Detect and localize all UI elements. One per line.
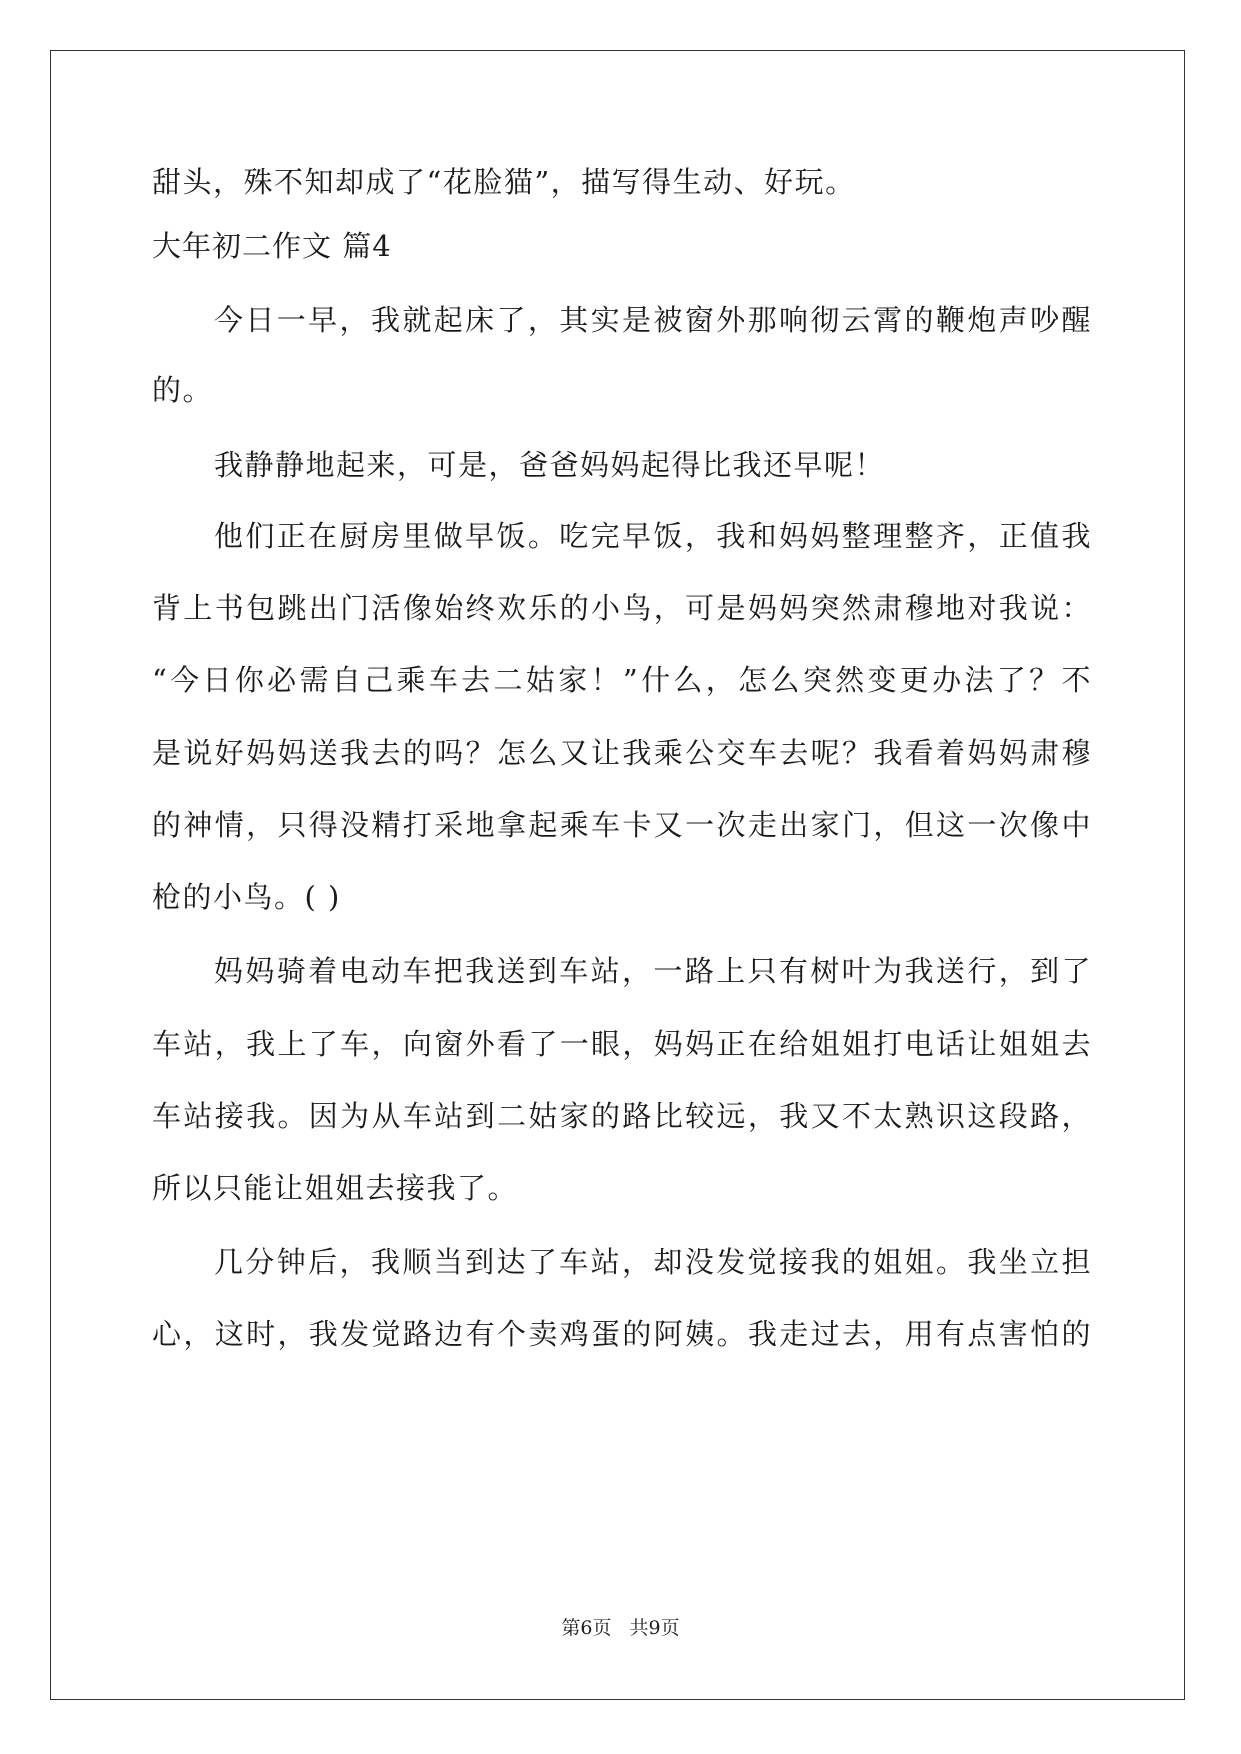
- page-number: 第6页: [561, 1617, 612, 1639]
- text-line: 所以只能让姐姐去接我了。: [152, 1171, 519, 1205]
- text-line: 我静静地起来，可是，爸爸妈妈起得比我还早呢！: [214, 448, 886, 482]
- text-line: 的。: [152, 373, 214, 407]
- text-line: 几分钟后，我顺当到达了车站，却没发觉接我的姐姐。我坐立担: [214, 1245, 1092, 1279]
- text-line: 枪的小鸟。( ): [152, 880, 341, 914]
- text-line: 的神情，只得没精打采地拿起乘车卡又一次走出家门，但这一次像中: [152, 808, 1092, 842]
- text-line: 他们正在厨房里做早饭。吃完早饭，我和妈妈整理整齐，正值我: [214, 519, 1092, 553]
- page-total: 共9页: [629, 1617, 680, 1639]
- text-line: 车站，我上了车，向窗外看了一眼，妈妈正在给姐姐打电话让姐姐去: [152, 1027, 1092, 1061]
- text-line: 今日一早，我就起床了，其实是被窗外那响彻云霄的鞭炮声吵醒: [214, 303, 1092, 337]
- text-line: 车站接我。因为从车站到二姑家的路比较远，我又不太熟识这段路，: [152, 1099, 1092, 1133]
- text-line: 背上书包跳出门活像始终欢乐的小鸟，可是妈妈突然肃穆地对我说：: [152, 591, 1092, 625]
- text-line: 心，这时，我发觉路边有个卖鸡蛋的阿姨。我走过去，用有点害怕的: [152, 1317, 1092, 1351]
- page-border: [50, 50, 1185, 1700]
- section-heading: 大年初二作文 篇4: [152, 229, 392, 263]
- text-line: 妈妈骑着电动车把我送到车站，一路上只有树叶为我送行，到了: [214, 954, 1092, 988]
- text-line: 甜头，殊不知却成了“花脸猫”，描写得生动、好玩。: [152, 165, 856, 199]
- text-line: 是说好妈妈送我去的吗？怎么又让我乘公交车去呢？我看着妈妈肃穆: [152, 736, 1092, 770]
- page-footer: [0, 1616, 1241, 1640]
- text-line: “今日你必需自己乘车去二姑家！”什么，怎么突然变更办法了？不: [152, 663, 1092, 697]
